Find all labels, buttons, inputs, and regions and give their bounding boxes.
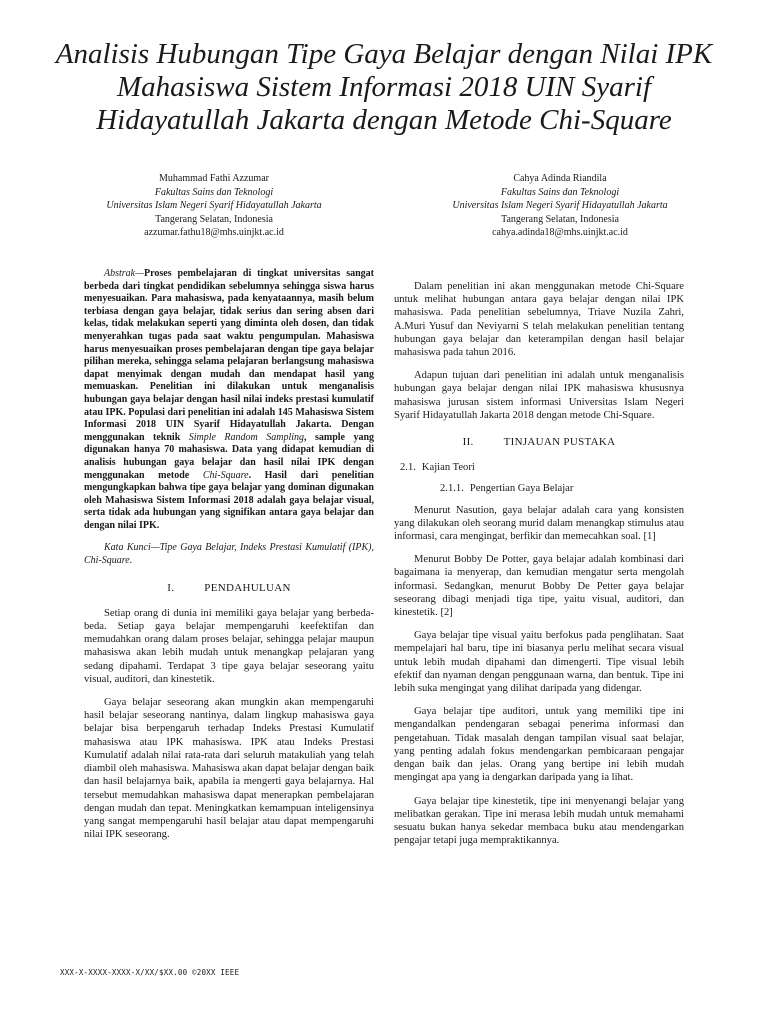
abstract-em-2: Chi-Square — [202, 469, 249, 481]
keywords: Kata Kunci—Tipe Gaya Belajar, Indeks Prestasi Kumulatif (IPK), Chi-Square. — [84, 542, 374, 567]
abstract-text-3: . Hasil dari penelitian mengungkapkan bahwa tipe gaya belajar yang dominan digunakan oleh Mahasiswa Sistem Informasi 2018 adalah gaya belajar visual, serta tidak ada hubungan yang signifikan antara gaya belajar dan dengan nilai IPK. — [84, 469, 374, 531]
paragraph: Dalam penelitian ini akan menggunakan metode Chi-Square untuk melihat hubungan antara gaya belajar dengan nilai IPK mahasiswa. Pada penelitian sebelumnya, Triave Nuzila Zahri, A.Muri Yusuf dan Neviyarni S telah melakukan penelitian tentang hubungan gaya belajar dan keterampilan dengan hasil belajar mahasiswa pada tahun 2016. — [394, 281, 684, 359]
author-university: Universitas Islam Negeri Syarif Hidayatullah Jakarta — [452, 200, 668, 211]
author-block-2 — [410, 172, 710, 240]
abstract-label: Abstrak — [104, 268, 136, 279]
author-faculty: Fakultas Sains dan Teknologi — [500, 186, 620, 198]
subsubsection-number: 2.1.1. — [440, 483, 464, 495]
paragraph: Setiap orang di dunia ini memiliki gaya belajar yang berbeda-beda. Setiap gaya belajar mempengaruhi keefektifan dan memudahkan orang dalam proses belajar, sehingga pelajar maupun mahasiswa akan lebih mudah untuk menangkap pelajaran yang sedang dipahami. Terdapat 3 tipe gaya belajar seseorang yaitu visual, auditori, dan kinestetik. — [84, 607, 374, 685]
subsubsection-title: Pengertian Gaya Belajar — [469, 483, 574, 495]
paragraph: Gaya belajar tipe auditori, untuk yang memiliki tipe ini mengandalkan pendengaran sebagai penerima informasi dan pengetahuan. Tidak masalah dengan tampilan visual saat belajar, yang penting adalah fokus mendengarkan pembicaraan pengajar dengan baik dan jelas. Orang yang bertipe ini lebih mudah mengingat apa yang ia dengarkan daripada yang ia lihat. — [394, 706, 684, 784]
paragraph: Menurut Bobby De Potter, gaya belajar adalah kombinasi dari bagaimana ia menyerap, dan kemudian mengatur serta mengolah informasi. Sedangkan, menurut Bobby De Petter gaya belajar seseorang dibagi menjadi tiga tipe, yaitu visual, auditori, dan kinestetik. [2] — [394, 554, 684, 619]
copyright-footer: XXX-X-XXXX-XXXX-X/XX/$XX.00 ©20XX IEEE — [60, 968, 240, 977]
paragraph: Adapun tujuan dari penelitian ini adalah untuk menganalisis hubungan gaya belajar dengan nilai IPK mahasiswa khususnya mahasiswa jurusan sistem informasi Universitas Islam Negeri Syarif Hidayatullah Jakarta 2018 dengan metode Chi-Square. — [394, 370, 684, 421]
author-faculty: Fakultas Sains dan Teknologi — [154, 186, 274, 198]
section-heading-pendahuluan — [84, 582, 374, 595]
left-column — [84, 268, 374, 851]
section-number: II. — [462, 436, 474, 449]
abstract-text-2: , sample yang digunakan hanya 70 mahasiswa. Data yang didapat kemudian di analisis hubungan gaya belajar dan hasil nilai IPK dengan menggunakan metode — [84, 431, 375, 481]
author-university: Universitas Islam Negeri Syarif Hidayatullah Jakarta — [106, 200, 322, 211]
section-title: PENDAHULUAN — [204, 581, 291, 594]
paragraph: Gaya belajar seseorang akan mungkin akan mempengaruhi hasil belajar seseorang nantinya, dalam lingkup mahasiswa gaya belajar bisa berpengaruh terhadap Indeks Prestasi Kumulatif mahasiswa atau IPK mahasiswa. IPK atau Indeks Prestasi Kumulatif adalah nilai rata-rata dari seluruh matakuliah yang telah diambil oleh mahasiswa. Mahasiswa akan dapat belajar dengan baik dan hasil belajarnya baik, apabila ia mengerti gaya belajarnya. Hal tersebut memudahkan mahasiswa dapat menerapkan pembelajaran dengan mudah dan tepat. Meningkatkan kemampuan inteligensinya yang sangat mempengaruhi hasil belajar atau dapat mempengaruhi nilai IPK seseorang. — [84, 697, 374, 841]
author-email: azzumar.fathu18@mhs.uinjkt.ac.id — [144, 227, 284, 238]
section-title: TINJAUAN PUSTAKA — [503, 436, 616, 449]
section-number: I. — [167, 581, 175, 594]
author-name: Cahya Adinda Riandila — [513, 173, 607, 184]
paragraph: Gaya belajar tipe kinestetik, tipe ini menyenangi belajar yang melibatkan gerakan. Tipe ini merasa lebih mudah untuk memahami sesuatu bukan hanya sekedar membaca buku atau mendengarkan pengajar tetapi juga mempraktikannya. — [394, 795, 684, 847]
author-block-1 — [64, 172, 364, 240]
paragraph: Menurut Nasution, gaya belajar adalah cara yang konsisten yang dilakukan oleh seorang murid dalam menangkap stimulus atau informasi, cara mengingat, berfikir dan memecahkan soal. [1] — [394, 504, 684, 543]
abstract-separator: — — [135, 268, 145, 279]
abstract-em-1: Simple Random Sampling — [188, 431, 305, 443]
subsection-heading — [400, 461, 684, 474]
right-column — [394, 280, 684, 857]
author-email: cahya.adinda18@mhs.uinjkt.ac.id — [492, 227, 628, 238]
subsection-title: Kajian Teori — [421, 462, 475, 474]
subsection-number: 2.1. — [400, 462, 416, 474]
author-location: Tangerang Selatan, Indonesia — [155, 213, 273, 225]
abstract — [84, 268, 374, 532]
paper-title: Analisis Hubungan Tipe Gaya Belajar dengan Nilai IPK Mahasiswa Sistem Informasi 2018 UIN Syarif Hidayatullah Jakarta dengan Metode Chi-Square — [55, 38, 713, 136]
abstract-text-1: Proses pembelajaran di tingkat universitas sangat berbeda dari tingkat pendidikan sebelumnya sehingga siswa harus menyesuaikan. Para mahasiswa, pada kenyataannya, masih belum terbiasa dengan gaya belajar, tidak serius dan sering absen dari kelas, tidak melakukan seperti yang diminta oleh dosen, dan tidak menyerahkan tugas pada saat waktu pengumpulan. Mahasiswa harus menyesuaikan proses pembelajaran dengan tipe gaya belajar pilihan mereka, sehingga selama pelajaran berlangsung mahasiswa dapat menyimak dengan mudah dan mendapat hasil yang memuaskan. Penelitian ini dilakukan untuk menganalisis hubungan gaya belajar dengan hasil nilai indeks prestasi kumulatif atau IPK. Populasi dari penelitian ini adalah 145 Mahasiswa Sistem Informasi 2018 UIN Syarif Hidayatullah Jakarta. Dengan menggunakan teknik — [84, 268, 374, 443]
section-heading-tinjauan — [394, 436, 684, 449]
paragraph: Gaya belajar tipe visual yaitu berfokus pada penglihatan. Saat mempelajari hal baru, tipe ini biasanya perlu melihat secara visual untuk lebih mudah dipahami dan dimengerti. Tipe visual lebih efektif dan nyaman dengan penggunaan warna, dan bentuk. Tipe ini lebih suka mengingat yang dilihat daripada yang didengar. — [394, 630, 684, 695]
author-location: Tangerang Selatan, Indonesia — [501, 213, 619, 225]
subsubsection-heading — [440, 482, 684, 495]
author-name: Muhammad Fathi Azzumar — [159, 173, 269, 184]
